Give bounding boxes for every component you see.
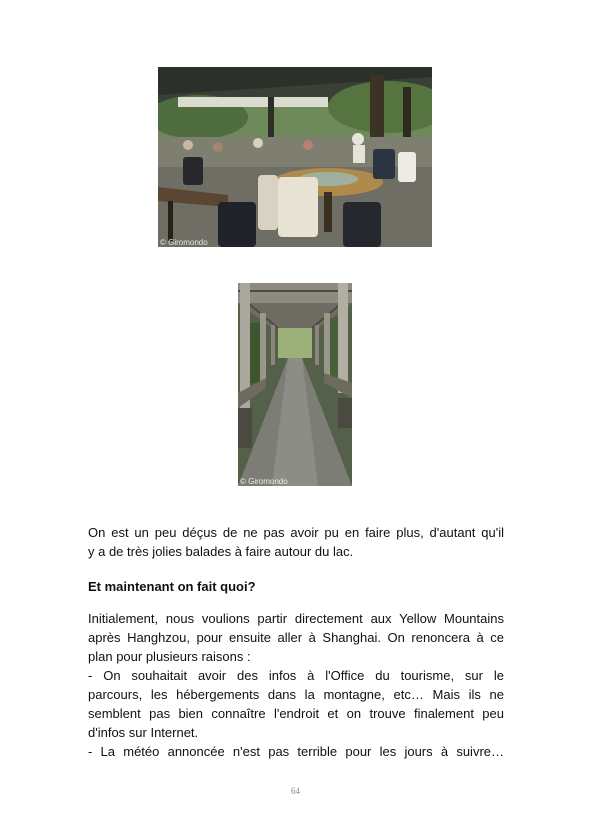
paragraph-body bbox=[88, 609, 504, 761]
text-line: On est un peu déçus de ne pas avoir pu en faire plus, d'autant qu'il bbox=[88, 525, 504, 540]
section-heading: Et maintenant on fait quoi? bbox=[88, 579, 256, 594]
text-line: plan pour plusieurs raisons : bbox=[88, 649, 251, 664]
text-line: y a de très jolies balades à faire autour du lac. bbox=[88, 544, 354, 559]
text-line: - On souhaitait avoir des infos à l'Office du tourisme, sur le bbox=[88, 668, 504, 683]
text-line: parcours, les hébergements dans la montagne, etc… Mais ils ne bbox=[88, 687, 504, 702]
covered-walkway-photo bbox=[238, 283, 352, 486]
photo-watermark: © Giromondo bbox=[160, 238, 208, 247]
text-line: d'infos sur Internet. bbox=[88, 725, 199, 740]
text-line: après Hanghzou, pour ensuite aller à Shanghai. On renoncera à ce bbox=[88, 630, 504, 645]
text-line: Initialement, nous voulions partir directement aux Yellow Mountains bbox=[88, 611, 504, 626]
page-number: 64 bbox=[291, 786, 300, 796]
paragraph-intro bbox=[88, 523, 504, 561]
text-line: - La météo annoncée n'est pas terrible pour les jours à suivre… bbox=[88, 744, 504, 759]
restaurant-terrace-photo bbox=[158, 67, 432, 247]
photo-watermark: © Giromondo bbox=[240, 477, 288, 486]
text-line: semblent pas bien connaître l'endroit et on trouve finalement peu bbox=[88, 706, 504, 721]
